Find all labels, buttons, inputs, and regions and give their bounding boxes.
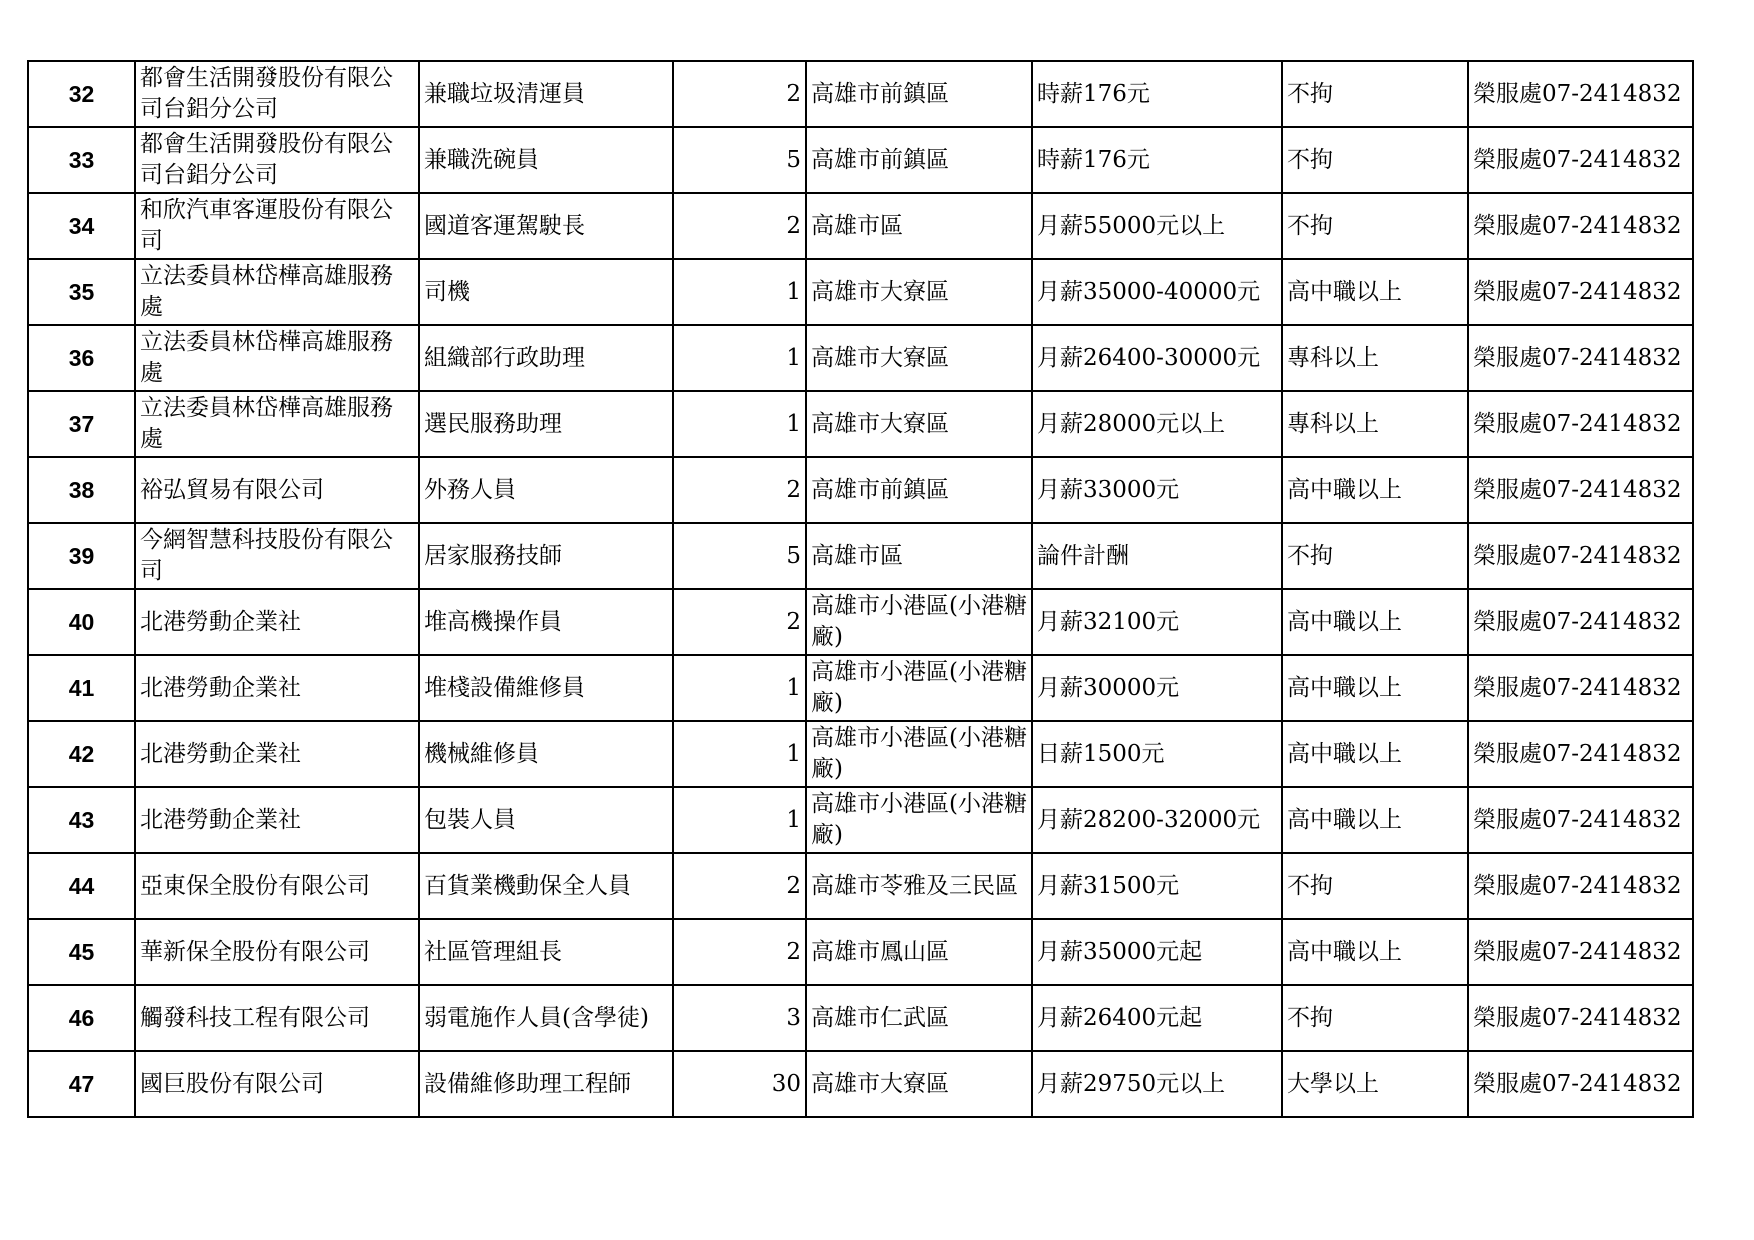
- salary: 月薪35000-40000元: [1032, 259, 1282, 325]
- job-title: 包裝人員: [419, 787, 673, 853]
- salary: 月薪31500元: [1032, 853, 1282, 919]
- salary: 論件計酬: [1032, 523, 1282, 589]
- education-requirement: 高中職以上: [1282, 655, 1468, 721]
- contact-info: 榮服處07-2414832: [1468, 127, 1693, 193]
- education-requirement: 專科以上: [1282, 325, 1468, 391]
- openings-count: 1: [673, 259, 806, 325]
- row-number: 45: [28, 919, 135, 985]
- row-number: 32: [28, 61, 135, 127]
- job-title: 司機: [419, 259, 673, 325]
- table-row: [28, 391, 1693, 457]
- table-row: [28, 853, 1693, 919]
- row-number: 42: [28, 721, 135, 787]
- salary: 月薪33000元: [1032, 457, 1282, 523]
- job-title: 弱電施作人員(含學徒): [419, 985, 673, 1051]
- job-listings-body: [28, 61, 1693, 1117]
- education-requirement: 高中職以上: [1282, 787, 1468, 853]
- contact-info: 榮服處07-2414832: [1468, 787, 1693, 853]
- row-number: 41: [28, 655, 135, 721]
- company-name: 裕弘貿易有限公司: [135, 457, 419, 523]
- job-title: 兼職洗碗員: [419, 127, 673, 193]
- company-name: 立法委員林岱樺高雄服務處: [135, 391, 419, 457]
- job-title: 居家服務技師: [419, 523, 673, 589]
- row-number: 33: [28, 127, 135, 193]
- education-requirement: 不拘: [1282, 985, 1468, 1051]
- openings-count: 1: [673, 391, 806, 457]
- contact-info: 榮服處07-2414832: [1468, 655, 1693, 721]
- openings-count: 2: [673, 589, 806, 655]
- contact-info: 榮服處07-2414832: [1468, 259, 1693, 325]
- job-title: 組織部行政助理: [419, 325, 673, 391]
- table-row: [28, 259, 1693, 325]
- work-location: 高雄市大寮區: [806, 325, 1032, 391]
- table-row: [28, 655, 1693, 721]
- job-title: 堆高機操作員: [419, 589, 673, 655]
- contact-info: 榮服處07-2414832: [1468, 589, 1693, 655]
- job-title: 社區管理組長: [419, 919, 673, 985]
- company-name: 觸發科技工程有限公司: [135, 985, 419, 1051]
- openings-count: 1: [673, 787, 806, 853]
- salary: 時薪176元: [1032, 127, 1282, 193]
- row-number: 38: [28, 457, 135, 523]
- openings-count: 2: [673, 193, 806, 259]
- job-title: 百貨業機動保全人員: [419, 853, 673, 919]
- education-requirement: 不拘: [1282, 853, 1468, 919]
- company-name: 和欣汽車客運股份有限公司: [135, 193, 419, 259]
- salary: 月薪32100元: [1032, 589, 1282, 655]
- table-row: [28, 61, 1693, 127]
- contact-info: 榮服處07-2414832: [1468, 391, 1693, 457]
- openings-count: 1: [673, 655, 806, 721]
- work-location: 高雄市小港區(小港糖廠): [806, 655, 1032, 721]
- salary: 月薪30000元: [1032, 655, 1282, 721]
- table-row: [28, 787, 1693, 853]
- contact-info: 榮服處07-2414832: [1468, 457, 1693, 523]
- job-title: 兼職垃圾清運員: [419, 61, 673, 127]
- openings-count: 2: [673, 853, 806, 919]
- table-row: [28, 919, 1693, 985]
- table-row: [28, 1051, 1693, 1117]
- education-requirement: 不拘: [1282, 193, 1468, 259]
- work-location: 高雄市小港區(小港糖廠): [806, 589, 1032, 655]
- job-title: 選民服務助理: [419, 391, 673, 457]
- company-name: 北港勞動企業社: [135, 655, 419, 721]
- contact-info: 榮服處07-2414832: [1468, 919, 1693, 985]
- work-location: 高雄市大寮區: [806, 259, 1032, 325]
- openings-count: 2: [673, 919, 806, 985]
- job-title: 外務人員: [419, 457, 673, 523]
- openings-count: 2: [673, 457, 806, 523]
- row-number: 37: [28, 391, 135, 457]
- company-name: 都會生活開發股份有限公司台鋁分公司: [135, 61, 419, 127]
- contact-info: 榮服處07-2414832: [1468, 61, 1693, 127]
- education-requirement: 高中職以上: [1282, 721, 1468, 787]
- contact-info: 榮服處07-2414832: [1468, 523, 1693, 589]
- work-location: 高雄市區: [806, 193, 1032, 259]
- table-row: [28, 325, 1693, 391]
- contact-info: 榮服處07-2414832: [1468, 985, 1693, 1051]
- education-requirement: 高中職以上: [1282, 589, 1468, 655]
- openings-count: 30: [673, 1051, 806, 1117]
- work-location: 高雄市大寮區: [806, 391, 1032, 457]
- company-name: 立法委員林岱樺高雄服務處: [135, 325, 419, 391]
- row-number: 47: [28, 1051, 135, 1117]
- table-row: [28, 457, 1693, 523]
- openings-count: 3: [673, 985, 806, 1051]
- work-location: 高雄市苓雅及三民區: [806, 853, 1032, 919]
- salary: 月薪28200-32000元: [1032, 787, 1282, 853]
- work-location: 高雄市前鎮區: [806, 457, 1032, 523]
- company-name: 今網智慧科技股份有限公司: [135, 523, 419, 589]
- education-requirement: 大學以上: [1282, 1051, 1468, 1117]
- company-name: 華新保全股份有限公司: [135, 919, 419, 985]
- table-row: [28, 985, 1693, 1051]
- row-number: 36: [28, 325, 135, 391]
- row-number: 34: [28, 193, 135, 259]
- company-name: 都會生活開發股份有限公司台鋁分公司: [135, 127, 419, 193]
- work-location: 高雄市鳳山區: [806, 919, 1032, 985]
- row-number: 43: [28, 787, 135, 853]
- salary: 日薪1500元: [1032, 721, 1282, 787]
- openings-count: 5: [673, 127, 806, 193]
- education-requirement: 不拘: [1282, 61, 1468, 127]
- row-number: 35: [28, 259, 135, 325]
- job-title: 國道客運駕駛長: [419, 193, 673, 259]
- openings-count: 1: [673, 721, 806, 787]
- openings-count: 5: [673, 523, 806, 589]
- job-title: 堆棧設備維修員: [419, 655, 673, 721]
- contact-info: 榮服處07-2414832: [1468, 193, 1693, 259]
- salary: 月薪26400元起: [1032, 985, 1282, 1051]
- row-number: 40: [28, 589, 135, 655]
- education-requirement: 不拘: [1282, 127, 1468, 193]
- openings-count: 1: [673, 325, 806, 391]
- work-location: 高雄市前鎮區: [806, 127, 1032, 193]
- work-location: 高雄市小港區(小港糖廠): [806, 787, 1032, 853]
- company-name: 北港勞動企業社: [135, 589, 419, 655]
- salary: 時薪176元: [1032, 61, 1282, 127]
- contact-info: 榮服處07-2414832: [1468, 853, 1693, 919]
- education-requirement: 高中職以上: [1282, 259, 1468, 325]
- company-name: 立法委員林岱樺高雄服務處: [135, 259, 419, 325]
- row-number: 44: [28, 853, 135, 919]
- work-location: 高雄市仁武區: [806, 985, 1032, 1051]
- contact-info: 榮服處07-2414832: [1468, 325, 1693, 391]
- table-row: [28, 127, 1693, 193]
- salary: 月薪55000元以上: [1032, 193, 1282, 259]
- table-row: [28, 523, 1693, 589]
- job-title: 設備維修助理工程師: [419, 1051, 673, 1117]
- work-location: 高雄市大寮區: [806, 1051, 1032, 1117]
- job-listings-table: [27, 60, 1694, 1118]
- openings-count: 2: [673, 61, 806, 127]
- table-row: [28, 721, 1693, 787]
- work-location: 高雄市小港區(小港糖廠): [806, 721, 1032, 787]
- company-name: 國巨股份有限公司: [135, 1051, 419, 1117]
- job-title: 機械維修員: [419, 721, 673, 787]
- contact-info: 榮服處07-2414832: [1468, 721, 1693, 787]
- company-name: 北港勞動企業社: [135, 721, 419, 787]
- salary: 月薪28000元以上: [1032, 391, 1282, 457]
- table-row: [28, 193, 1693, 259]
- work-location: 高雄市區: [806, 523, 1032, 589]
- education-requirement: 高中職以上: [1282, 457, 1468, 523]
- salary: 月薪35000元起: [1032, 919, 1282, 985]
- education-requirement: 高中職以上: [1282, 919, 1468, 985]
- salary: 月薪26400-30000元: [1032, 325, 1282, 391]
- contact-info: 榮服處07-2414832: [1468, 1051, 1693, 1117]
- table-row: [28, 589, 1693, 655]
- salary: 月薪29750元以上: [1032, 1051, 1282, 1117]
- education-requirement: 不拘: [1282, 523, 1468, 589]
- row-number: 39: [28, 523, 135, 589]
- education-requirement: 專科以上: [1282, 391, 1468, 457]
- company-name: 亞東保全股份有限公司: [135, 853, 419, 919]
- row-number: 46: [28, 985, 135, 1051]
- company-name: 北港勞動企業社: [135, 787, 419, 853]
- work-location: 高雄市前鎮區: [806, 61, 1032, 127]
